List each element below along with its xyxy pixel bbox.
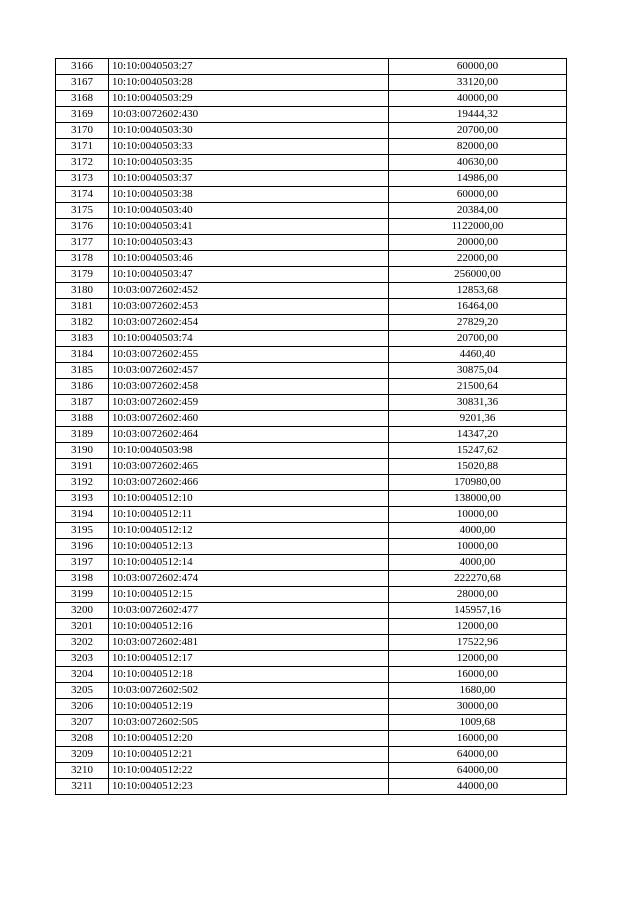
cadastral-number-cell: 10:10:0040503:40 xyxy=(109,203,389,219)
value-cell: 138000,00 xyxy=(389,491,567,507)
value-cell: 20000,00 xyxy=(389,235,567,251)
value-cell: 145957,16 xyxy=(389,603,567,619)
table-row xyxy=(56,763,567,779)
row-number-cell: 3168 xyxy=(56,91,109,107)
table-row xyxy=(56,651,567,667)
cadastral-number-cell: 10:10:0040503:43 xyxy=(109,235,389,251)
cadastral-number-cell: 10:10:0040503:37 xyxy=(109,171,389,187)
table-row xyxy=(56,171,567,187)
value-cell: 30831,36 xyxy=(389,395,567,411)
value-cell: 27829,20 xyxy=(389,315,567,331)
row-number-cell: 3186 xyxy=(56,379,109,395)
table-row xyxy=(56,59,567,75)
cadastral-number-cell: 10:10:0040503:98 xyxy=(109,443,389,459)
value-cell: 14986,00 xyxy=(389,171,567,187)
row-number-cell: 3210 xyxy=(56,763,109,779)
table-row xyxy=(56,75,567,91)
row-number-cell: 3180 xyxy=(56,283,109,299)
value-cell: 222270,68 xyxy=(389,571,567,587)
row-number-cell: 3204 xyxy=(56,667,109,683)
cadastral-number-cell: 10:10:0040512:13 xyxy=(109,539,389,555)
value-cell: 16464,00 xyxy=(389,299,567,315)
row-number-cell: 3182 xyxy=(56,315,109,331)
value-cell: 19444,32 xyxy=(389,107,567,123)
table-row xyxy=(56,443,567,459)
table-row xyxy=(56,315,567,331)
cadastral-number-cell: 10:03:0072602:465 xyxy=(109,459,389,475)
cadastral-number-cell: 10:10:0040512:17 xyxy=(109,651,389,667)
cadastral-number-cell: 10:03:0072602:455 xyxy=(109,347,389,363)
value-cell: 15020,88 xyxy=(389,459,567,475)
table-row xyxy=(56,747,567,763)
value-cell: 9201,36 xyxy=(389,411,567,427)
value-cell: 1122000,00 xyxy=(389,219,567,235)
row-number-cell: 3205 xyxy=(56,683,109,699)
table-row xyxy=(56,267,567,283)
value-cell: 21500,64 xyxy=(389,379,567,395)
value-cell: 4460,40 xyxy=(389,347,567,363)
table-row xyxy=(56,427,567,443)
value-cell: 4000,00 xyxy=(389,523,567,539)
row-number-cell: 3200 xyxy=(56,603,109,619)
row-number-cell: 3174 xyxy=(56,187,109,203)
cadastral-number-cell: 10:10:0040503:28 xyxy=(109,75,389,91)
value-cell: 1009,68 xyxy=(389,715,567,731)
cadastral-number-cell: 10:03:0072602:457 xyxy=(109,363,389,379)
cadastral-number-cell: 10:03:0072602:477 xyxy=(109,603,389,619)
table-body xyxy=(56,59,567,795)
value-cell: 15247,62 xyxy=(389,443,567,459)
cadastral-number-cell: 10:10:0040503:27 xyxy=(109,59,389,75)
table-row xyxy=(56,683,567,699)
cadastral-number-cell: 10:03:0072602:453 xyxy=(109,299,389,315)
table-row xyxy=(56,283,567,299)
row-number-cell: 3181 xyxy=(56,299,109,315)
value-cell: 256000,00 xyxy=(389,267,567,283)
table-row xyxy=(56,379,567,395)
cadastral-number-cell: 10:10:0040512:23 xyxy=(109,779,389,795)
cadastral-number-cell: 10:10:0040503:47 xyxy=(109,267,389,283)
cadastral-number-cell: 10:10:0040512:10 xyxy=(109,491,389,507)
row-number-cell: 3177 xyxy=(56,235,109,251)
cadastral-number-cell: 10:10:0040512:22 xyxy=(109,763,389,779)
table-row xyxy=(56,571,567,587)
cadastral-number-cell: 10:10:0040503:46 xyxy=(109,251,389,267)
row-number-cell: 3187 xyxy=(56,395,109,411)
cadastral-number-cell: 10:03:0072602:452 xyxy=(109,283,389,299)
row-number-cell: 3175 xyxy=(56,203,109,219)
table-row xyxy=(56,299,567,315)
value-cell: 60000,00 xyxy=(389,187,567,203)
table-row xyxy=(56,715,567,731)
row-number-cell: 3170 xyxy=(56,123,109,139)
table-row xyxy=(56,187,567,203)
table-row xyxy=(56,235,567,251)
row-number-cell: 3199 xyxy=(56,587,109,603)
value-cell: 16000,00 xyxy=(389,667,567,683)
value-cell: 14347,20 xyxy=(389,427,567,443)
row-number-cell: 3208 xyxy=(56,731,109,747)
table-row xyxy=(56,347,567,363)
value-cell: 12000,00 xyxy=(389,651,567,667)
value-cell: 60000,00 xyxy=(389,59,567,75)
table-row xyxy=(56,635,567,651)
value-cell: 10000,00 xyxy=(389,539,567,555)
row-number-cell: 3191 xyxy=(56,459,109,475)
row-number-cell: 3195 xyxy=(56,523,109,539)
table-row xyxy=(56,331,567,347)
row-number-cell: 3169 xyxy=(56,107,109,123)
row-number-cell: 3201 xyxy=(56,619,109,635)
row-number-cell: 3188 xyxy=(56,411,109,427)
value-cell: 17522,96 xyxy=(389,635,567,651)
table-row xyxy=(56,555,567,571)
cadastral-number-cell: 10:10:0040512:20 xyxy=(109,731,389,747)
table-row xyxy=(56,779,567,795)
row-number-cell: 3171 xyxy=(56,139,109,155)
cadastral-number-cell: 10:03:0072602:502 xyxy=(109,683,389,699)
table-row xyxy=(56,411,567,427)
row-number-cell: 3167 xyxy=(56,75,109,91)
value-cell: 12853,68 xyxy=(389,283,567,299)
value-cell: 30000,00 xyxy=(389,699,567,715)
value-cell: 10000,00 xyxy=(389,507,567,523)
value-cell: 22000,00 xyxy=(389,251,567,267)
table-row xyxy=(56,667,567,683)
cadastral-number-cell: 10:03:0072602:464 xyxy=(109,427,389,443)
row-number-cell: 3185 xyxy=(56,363,109,379)
row-number-cell: 3184 xyxy=(56,347,109,363)
value-cell: 82000,00 xyxy=(389,139,567,155)
row-number-cell: 3189 xyxy=(56,427,109,443)
value-cell: 28000,00 xyxy=(389,587,567,603)
value-cell: 20700,00 xyxy=(389,331,567,347)
table-row xyxy=(56,251,567,267)
row-number-cell: 3202 xyxy=(56,635,109,651)
value-cell: 1680,00 xyxy=(389,683,567,699)
value-cell: 30875,04 xyxy=(389,363,567,379)
table-row xyxy=(56,123,567,139)
table-row xyxy=(56,203,567,219)
row-number-cell: 3193 xyxy=(56,491,109,507)
table-row xyxy=(56,475,567,491)
table-row xyxy=(56,107,567,123)
cadastral-number-cell: 10:10:0040503:35 xyxy=(109,155,389,171)
cadastral-number-cell: 10:03:0072602:481 xyxy=(109,635,389,651)
cadastral-number-cell: 10:03:0072602:459 xyxy=(109,395,389,411)
row-number-cell: 3196 xyxy=(56,539,109,555)
row-number-cell: 3178 xyxy=(56,251,109,267)
table-row xyxy=(56,395,567,411)
value-cell: 20384,00 xyxy=(389,203,567,219)
cadastral-number-cell: 10:10:0040512:14 xyxy=(109,555,389,571)
table-row xyxy=(56,587,567,603)
cadastral-number-cell: 10:03:0072602:454 xyxy=(109,315,389,331)
value-cell: 4000,00 xyxy=(389,555,567,571)
table-row xyxy=(56,139,567,155)
value-cell: 16000,00 xyxy=(389,731,567,747)
row-number-cell: 3172 xyxy=(56,155,109,171)
cadastral-number-cell: 10:10:0040503:38 xyxy=(109,187,389,203)
cadastral-number-cell: 10:03:0072602:474 xyxy=(109,571,389,587)
row-number-cell: 3176 xyxy=(56,219,109,235)
table-row xyxy=(56,491,567,507)
value-cell: 64000,00 xyxy=(389,747,567,763)
cadastral-number-cell: 10:10:0040503:33 xyxy=(109,139,389,155)
cadastral-number-cell: 10:10:0040512:15 xyxy=(109,587,389,603)
cadastral-number-cell: 10:10:0040512:21 xyxy=(109,747,389,763)
row-number-cell: 3209 xyxy=(56,747,109,763)
cadastral-value-table xyxy=(55,58,567,795)
table-row xyxy=(56,731,567,747)
table-row xyxy=(56,91,567,107)
row-number-cell: 3192 xyxy=(56,475,109,491)
value-cell: 170980,00 xyxy=(389,475,567,491)
value-cell: 40630,00 xyxy=(389,155,567,171)
cadastral-number-cell: 10:10:0040503:41 xyxy=(109,219,389,235)
value-cell: 12000,00 xyxy=(389,619,567,635)
cadastral-number-cell: 10:03:0072602:505 xyxy=(109,715,389,731)
value-cell: 33120,00 xyxy=(389,75,567,91)
row-number-cell: 3166 xyxy=(56,59,109,75)
row-number-cell: 3203 xyxy=(56,651,109,667)
row-number-cell: 3179 xyxy=(56,267,109,283)
cadastral-number-cell: 10:10:0040503:74 xyxy=(109,331,389,347)
cadastral-number-cell: 10:10:0040512:16 xyxy=(109,619,389,635)
cadastral-number-cell: 10:10:0040512:19 xyxy=(109,699,389,715)
table-row xyxy=(56,219,567,235)
row-number-cell: 3207 xyxy=(56,715,109,731)
row-number-cell: 3211 xyxy=(56,779,109,795)
cadastral-number-cell: 10:03:0072602:430 xyxy=(109,107,389,123)
table-row xyxy=(56,459,567,475)
cadastral-number-cell: 10:10:0040512:12 xyxy=(109,523,389,539)
cadastral-number-cell: 10:03:0072602:466 xyxy=(109,475,389,491)
row-number-cell: 3190 xyxy=(56,443,109,459)
table-row xyxy=(56,507,567,523)
cadastral-number-cell: 10:10:0040512:18 xyxy=(109,667,389,683)
row-number-cell: 3198 xyxy=(56,571,109,587)
cadastral-number-cell: 10:10:0040503:29 xyxy=(109,91,389,107)
table-row xyxy=(56,619,567,635)
cadastral-number-cell: 10:10:0040512:11 xyxy=(109,507,389,523)
value-cell: 20700,00 xyxy=(389,123,567,139)
table-row xyxy=(56,363,567,379)
row-number-cell: 3197 xyxy=(56,555,109,571)
cadastral-number-cell: 10:03:0072602:458 xyxy=(109,379,389,395)
table-row xyxy=(56,603,567,619)
value-cell: 44000,00 xyxy=(389,779,567,795)
cadastral-number-cell: 10:03:0072602:460 xyxy=(109,411,389,427)
row-number-cell: 3183 xyxy=(56,331,109,347)
value-cell: 64000,00 xyxy=(389,763,567,779)
row-number-cell: 3173 xyxy=(56,171,109,187)
table-row xyxy=(56,539,567,555)
table-row xyxy=(56,699,567,715)
value-cell: 40000,00 xyxy=(389,91,567,107)
row-number-cell: 3194 xyxy=(56,507,109,523)
table-row xyxy=(56,155,567,171)
row-number-cell: 3206 xyxy=(56,699,109,715)
table-row xyxy=(56,523,567,539)
cadastral-number-cell: 10:10:0040503:30 xyxy=(109,123,389,139)
